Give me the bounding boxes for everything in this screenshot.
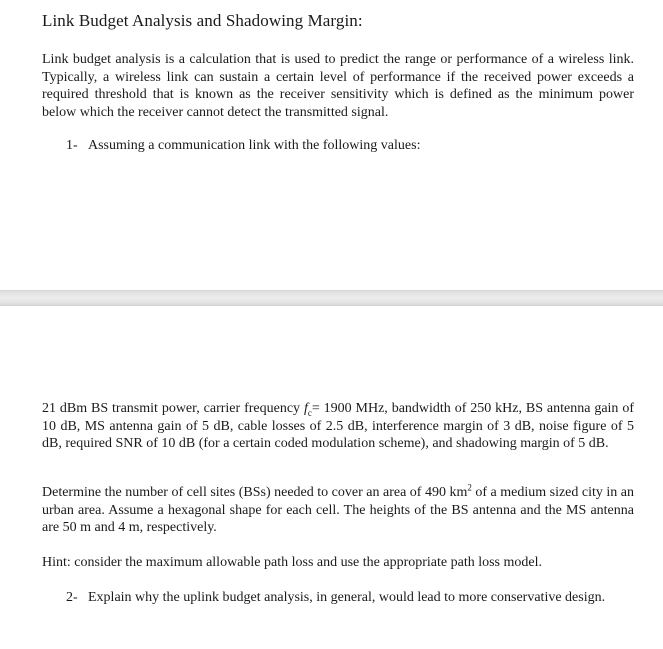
task-text-end: of a medium sized city in an urban area. Assume a hexagonal shape for each cell. The heights of the BS antenna and the MS antenna are 50 m and 4 m, respectively.	[42, 485, 634, 536]
document-page-top	[0, 0, 663, 290]
item-text: Assuming a communication link with the following values:	[88, 138, 421, 153]
given-text-start: 21 dBm BS transmit power, carrier frequency	[42, 401, 304, 416]
item-text: Explain why the uplink budget analysis, in general, would lead to more conservative design.	[88, 590, 606, 605]
item-number: 1-	[66, 138, 78, 153]
document-page-bottom	[0, 306, 663, 649]
frequency-symbol: f	[303, 401, 308, 416]
intro-paragraph: Link budget analysis is a calculation that is used to predict the range or performance of a wireless link. Typically, a wireless link can sustain a certain level of performance if the received power exceeds a required threshold that is known as the receiver sensitivity which is defined as the minimum power below which the receiver cannot detect the transmitted signal.	[42, 52, 634, 120]
question-item-1	[66, 137, 420, 155]
frequency-subscript: c	[307, 407, 312, 418]
given-values-paragraph	[42, 400, 634, 453]
given-text-end: = 1900 MHz, bandwidth of 250 kHz, BS antenna gain of 10 dB, MS antenna gain of 5 dB, cable losses of 2.5 dB, interference margin of 3 dB, noise figure of 5 dB, required SNR of 10 dB (for a certain coded modulation scheme), and shadowing margin of 5 dB.	[42, 401, 634, 452]
task-text-start: Determine the number of cell sites (BSs) needed to cover an area of 490 km	[42, 485, 468, 500]
task-paragraph	[42, 484, 634, 537]
item-number: 2-	[66, 590, 78, 605]
hint-paragraph: Hint: consider the maximum allowable path loss and use the appropriate path loss model.	[42, 555, 543, 570]
question-item-2	[66, 589, 634, 607]
page-separator	[0, 290, 663, 306]
area-superscript: 2	[467, 482, 472, 493]
section-heading: Link Budget Analysis and Shadowing Margin:	[42, 11, 363, 30]
